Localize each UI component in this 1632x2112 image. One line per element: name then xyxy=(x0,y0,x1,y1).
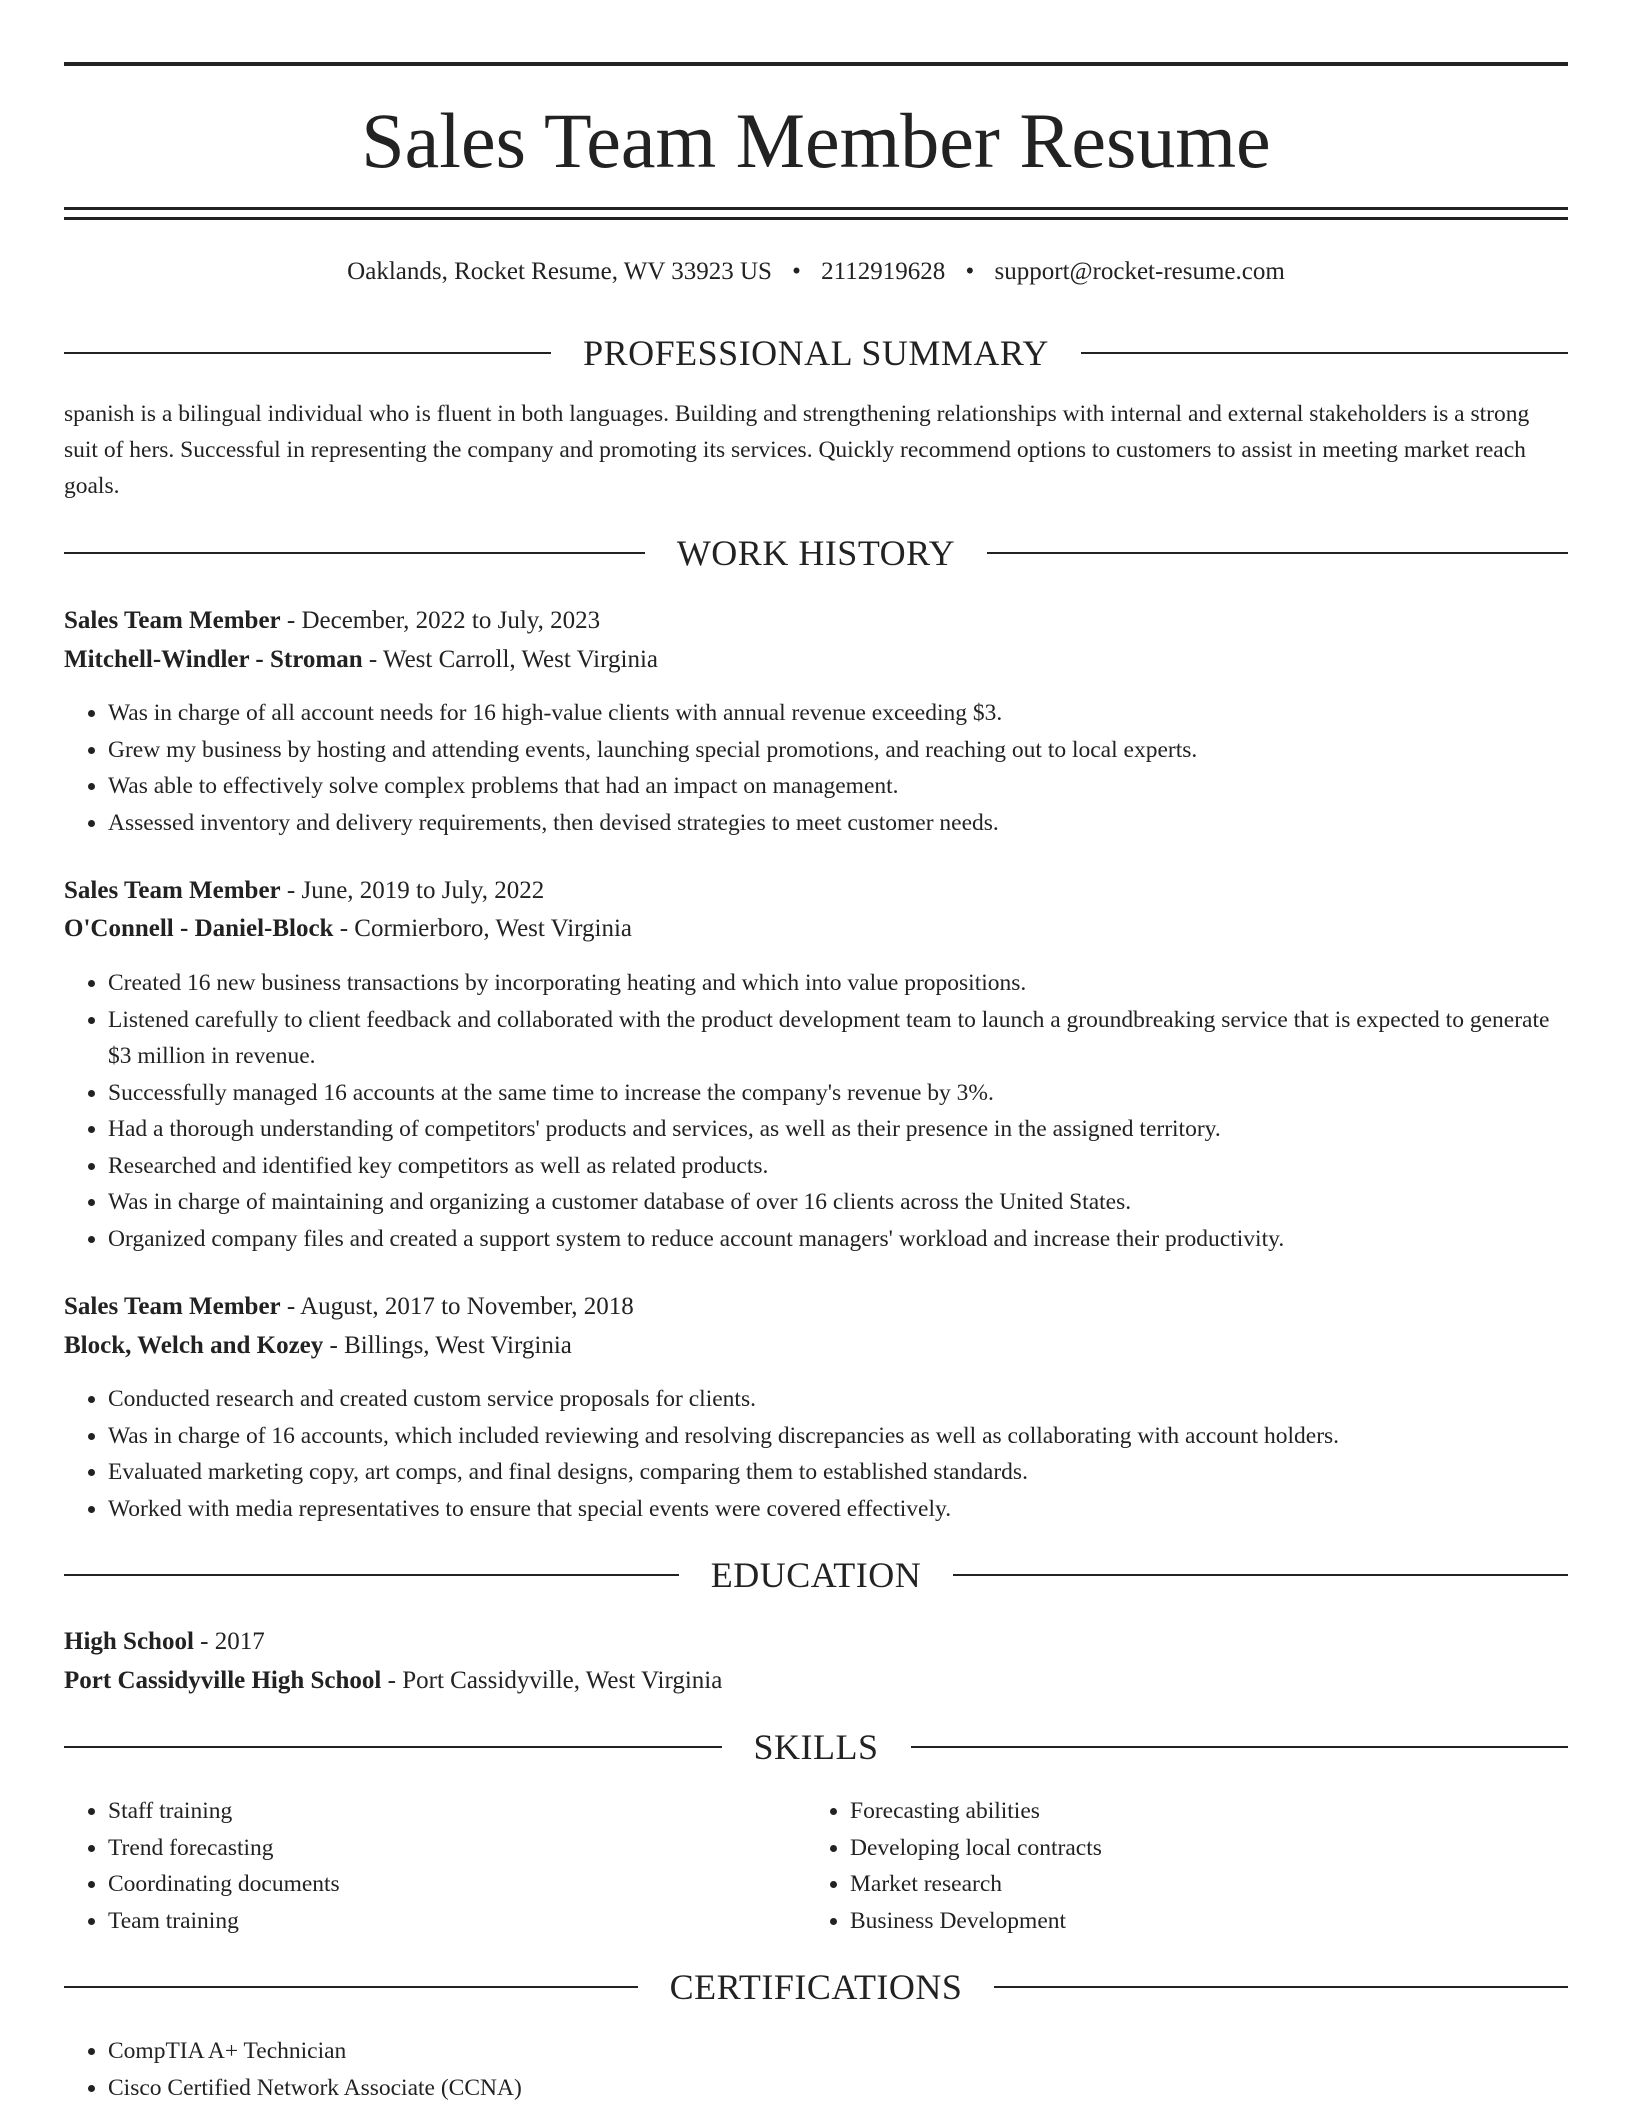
job-company-line xyxy=(64,911,1568,947)
job-dates: - December, 2022 to July, 2023 xyxy=(280,607,601,634)
contact-separator: • xyxy=(792,258,801,285)
job-bullets xyxy=(64,1381,1568,1527)
section-heading-work xyxy=(64,531,1568,575)
skill-item: • Team training xyxy=(108,1903,806,1940)
skill-item: • Developing local contracts xyxy=(850,1830,1548,1867)
job-company: Block, Welch and Kozey xyxy=(64,1332,324,1359)
list-item: • Researched and identified key competitors as well as related products. xyxy=(108,1148,1568,1185)
skill-item: • Market research xyxy=(850,1866,1548,1903)
list-item: • Assessed inventory and delivery requirements, then devised strategies to meet customer needs. xyxy=(108,805,1568,842)
summary-text: spanish is a bilingual individual who is fluent in both languages. Building and strengthening relationships with internal and external stakeholders is a strong suit of hers. Successful in representing the company and promoting its services. Quickly recommend options to customers to assist in meeting market reach goals. xyxy=(64,401,1530,499)
contact-phone: 2112919628 xyxy=(821,258,946,285)
contact-separator: • xyxy=(965,258,975,285)
job-title: Sales Team Member xyxy=(64,1293,281,1320)
skill-item: • Staff training xyxy=(108,1793,806,1830)
job-bullets xyxy=(64,695,1568,841)
skill-item: • Coordinating documents xyxy=(108,1866,806,1903)
skills-column-left xyxy=(64,1793,806,1939)
job-title-line xyxy=(64,1289,1568,1325)
job-bullets xyxy=(64,965,1568,1257)
section-heading-education xyxy=(64,1553,1568,1597)
certifications-list xyxy=(64,2033,1568,2106)
job-title-line xyxy=(64,873,1568,909)
education-degree: High School xyxy=(64,1628,194,1655)
job-company-line xyxy=(64,642,1568,678)
education-year: - 2017 xyxy=(193,1628,265,1655)
section-label: PROFESSIONAL SUMMARY xyxy=(583,333,1049,373)
list-item: • Was able to effectively solve complex problems that had an impact on management. xyxy=(108,768,1568,805)
section-heading-skills xyxy=(64,1725,1568,1769)
section-label: CERTIFICATIONS xyxy=(669,1967,963,2007)
skill-item: • Business Development xyxy=(850,1903,1548,1940)
list-item: • Was in charge of maintaining and organizing a customer database of over 16 clients across the United States. xyxy=(108,1184,1568,1221)
list-item: • Was in charge of all account needs for 16 high-value clients with annual revenue exceeding $3. xyxy=(108,695,1568,732)
section-heading-summary xyxy=(64,331,1568,375)
list-item: • Evaluated marketing copy, art comps, and final designs, comparing them to established standards. xyxy=(108,1454,1568,1491)
list-item: • Listened carefully to client feedback and collaborated with the product development team to launch a groundbreaking service that is expected to generate $3 million in revenue. xyxy=(108,1002,1568,1075)
list-item: • Created 16 new business transactions by incorporating heating and which into value propositions. xyxy=(108,965,1568,1002)
education-location: - Port Cassidyville, West Virginia xyxy=(381,1667,723,1694)
top-rule xyxy=(64,62,1568,66)
title-double-rule xyxy=(64,207,1568,220)
skills-column-right xyxy=(806,1793,1548,1939)
skill-item: • Trend forecasting xyxy=(108,1830,806,1867)
section-label: SKILLS xyxy=(753,1727,879,1767)
contact-email: support@rocket-resume.com xyxy=(994,258,1285,285)
certification-item: • CompTIA A+ Technician xyxy=(108,2033,1568,2070)
job-company: O'Connell - Daniel-Block xyxy=(64,915,334,942)
job-dates: - June, 2019 to July, 2022 xyxy=(280,877,545,904)
job-title-line xyxy=(64,603,1568,639)
job-location: - West Carroll, West Virginia xyxy=(362,646,658,673)
job-location: - Billings, West Virginia xyxy=(323,1332,572,1359)
list-item: • Was in charge of 16 accounts, which included reviewing and resolving discrepancies as well as collaborating with account holders. xyxy=(108,1418,1568,1455)
contact-address: Oaklands, Rocket Resume, WV 33923 US xyxy=(347,258,772,285)
skills-columns xyxy=(64,1793,1568,1939)
page-title: Sales Team Member Resume xyxy=(361,97,1271,184)
job-company-line xyxy=(64,1328,1568,1364)
education-degree-line xyxy=(64,1624,1568,1660)
job-company: Mitchell-Windler - Stroman xyxy=(64,646,363,673)
list-item: • Grew my business by hosting and attending events, launching special promotions, and reaching out to local experts. xyxy=(108,732,1568,769)
job-dates: - August, 2017 to November, 2018 xyxy=(280,1293,634,1320)
job-title: Sales Team Member xyxy=(64,877,281,904)
list-item: • Had a thorough understanding of competitors' products and services, as well as their presence in the assigned territory. xyxy=(108,1111,1568,1148)
list-item: • Successfully managed 16 accounts at the same time to increase the company's revenue by 3%. xyxy=(108,1075,1568,1112)
skill-item: • Forecasting abilities xyxy=(850,1793,1548,1830)
section-heading-certifications xyxy=(64,1965,1568,2009)
list-item: • Worked with media representatives to ensure that special events were covered effectively. xyxy=(108,1491,1568,1528)
education-school: Port Cassidyville High School xyxy=(64,1667,382,1694)
list-item: • Conducted research and created custom service proposals for clients. xyxy=(108,1381,1568,1418)
job-location: - Cormierboro, West Virginia xyxy=(333,915,633,942)
education-school-line xyxy=(64,1663,1568,1699)
section-label: EDUCATION xyxy=(710,1555,922,1595)
section-label: WORK HISTORY xyxy=(676,533,956,573)
job-title: Sales Team Member xyxy=(64,607,281,634)
list-item: • Organized company files and created a support system to reduce account managers' workload and increase their productivity. xyxy=(108,1221,1568,1258)
certification-item: • Cisco Certified Network Associate (CCNA) xyxy=(108,2070,1568,2107)
contact-line xyxy=(64,255,1568,289)
